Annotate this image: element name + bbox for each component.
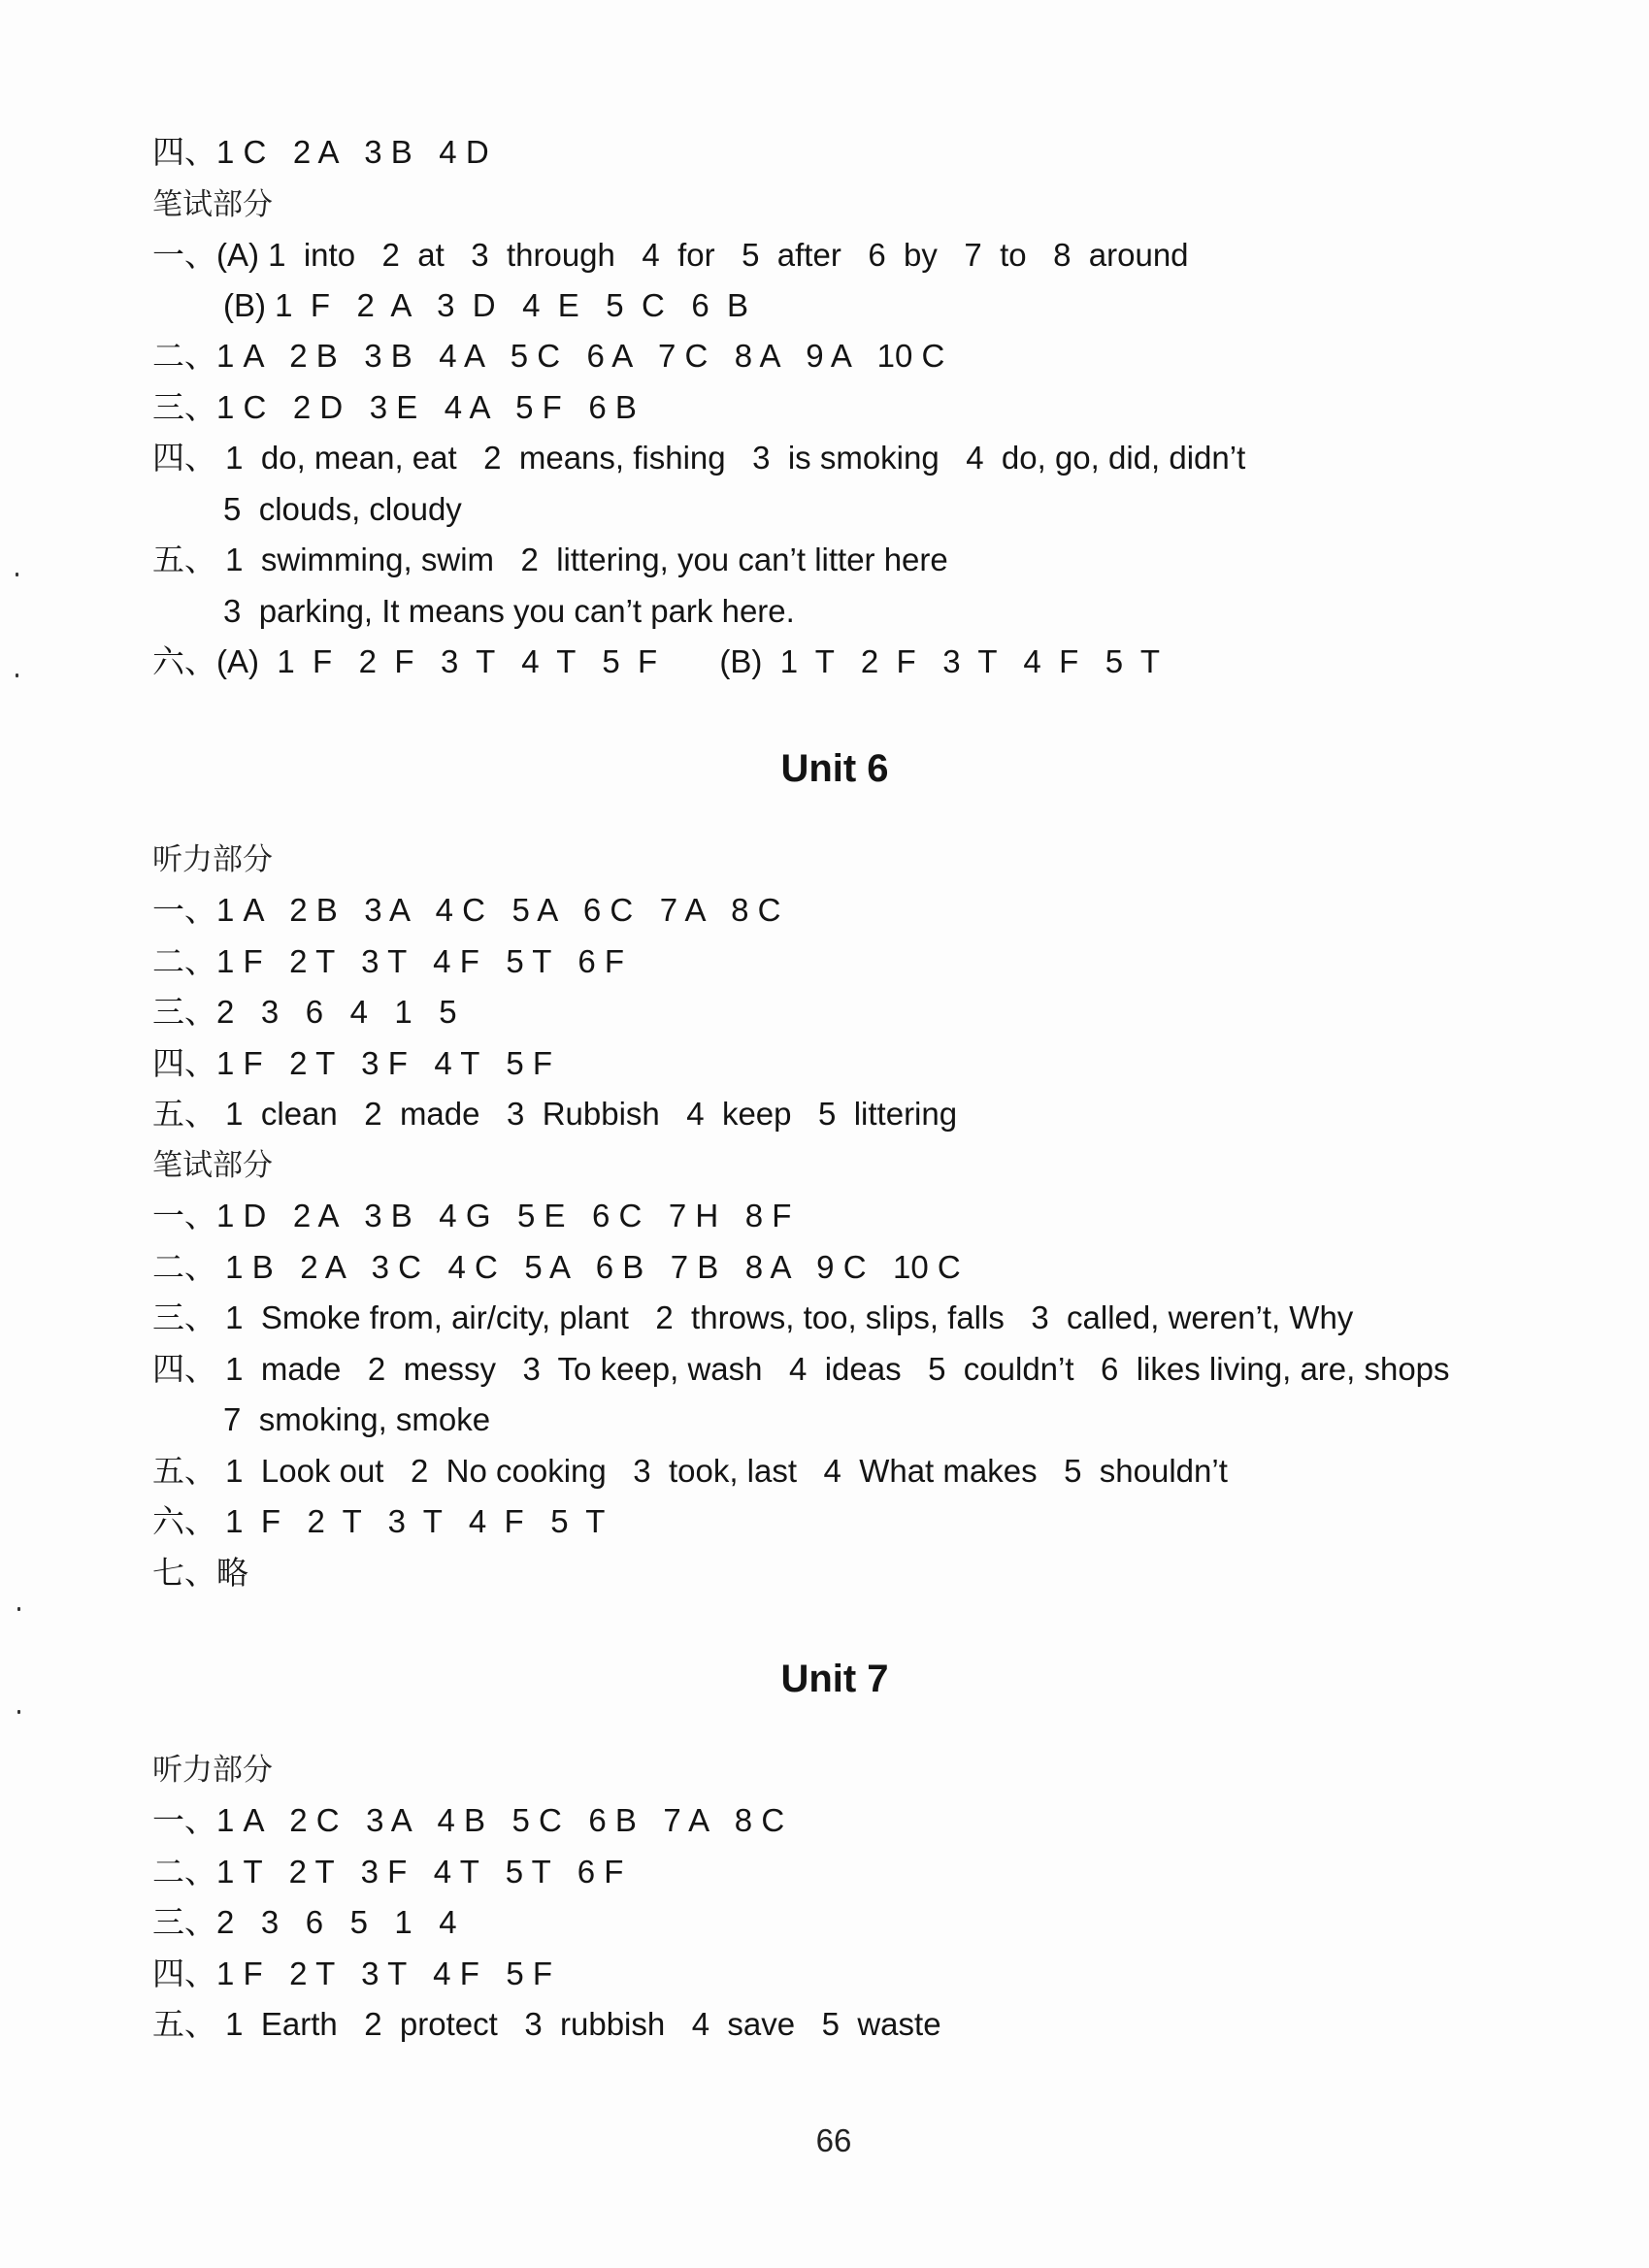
answer-line: 7 smoking, smoke [223,1401,491,1437]
scan-speck [16,573,18,576]
answer-line: 一、1 A 2 B 3 A 4 C 5 A 6 C 7 A 8 C [152,892,781,928]
section-label-listening: 听力部分 [152,842,273,877]
answer-line: 四、1 C 2 A 3 B 4 D [152,134,489,170]
answer-line: 二、1 A 2 B 3 B 4 A 5 C 6 A 7 C 8 A 9 A 10 C [152,338,945,374]
answer-line: 五、 1 Earth 2 protect 3 rubbish 4 save 5 waste [152,2006,941,2042]
answer-line: 四、 1 do, mean, eat 2 means, fishing 3 is smoking 4 do, go, did, didn’t [152,440,1246,476]
answer-line: 四、 1 made 2 messy 3 To keep, wash 4 ideas 5 couldn’t 6 likes living, are, shops [152,1351,1450,1387]
answer-line: 三、2 3 6 5 1 4 [152,1904,457,1940]
scan-speck [16,674,18,677]
section-label-listening: 听力部分 [152,1753,273,1788]
answer-line: 三、2 3 6 4 1 5 [152,994,457,1030]
answer-line: (B) 1 F 2 A 3 D 4 E 5 C 6 B [223,287,749,323]
answer-line: 二、 1 B 2 A 3 C 4 C 5 A 6 B 7 B 8 A 9 C 10 C [152,1249,961,1285]
answer-line: 3 parking, It means you can’t park here. [223,593,795,629]
scan-speck [17,1710,20,1714]
section-label-written: 笔试部分 [152,1148,273,1183]
page-number: 66 [815,2122,852,2158]
answer-line: 四、1 F 2 T 3 T 4 F 5 F [152,1956,553,1991]
answer-line: 七、略 [152,1555,248,1591]
answer-line: 五、 1 Look out 2 No cooking 3 took, last 4 What makes 5 shouldn’t [152,1453,1228,1489]
answer-line: 四、1 F 2 T 3 F 4 T 5 F [152,1045,553,1081]
answer-line: 一、1 D 2 A 3 B 4 G 5 E 6 C 7 H 8 F [152,1198,792,1233]
unit-title: Unit 6 [780,747,889,790]
answer-line: 三、1 C 2 D 3 E 4 A 5 F 6 B [152,389,637,425]
answer-line: 5 clouds, cloudy [223,491,462,527]
answer-line: 六、 1 F 2 T 3 T 4 F 5 T [152,1503,606,1539]
unit-title: Unit 7 [780,1658,889,1700]
answer-line: 一、1 A 2 C 3 A 4 B 5 C 6 B 7 A 8 C [152,1802,785,1838]
answer-line: 一、(A) 1 into 2 at 3 through 4 for 5 after 6 by 7 to 8 around [152,237,1189,273]
section-label-written: 笔试部分 [152,187,273,222]
answer-line: 三、 1 Smoke from, air/city, plant 2 throws, too, slips, falls 3 called, weren’t, Why [152,1299,1354,1335]
answer-line: 二、1 F 2 T 3 T 4 F 5 T 6 F [152,943,625,979]
answer-line: 六、(A) 1 F 2 F 3 T 4 T 5 F (B) 1 T 2 F 3 T 4 F 5 T [152,643,1160,679]
answer-line: 二、1 T 2 T 3 F 4 T 5 T 6 F [152,1854,624,1890]
answer-line: 五、 1 swimming, swim 2 littering, you can’t litter here [152,542,948,577]
answer-line: 五、 1 clean 2 made 3 Rubbish 4 keep 5 littering [152,1096,958,1132]
scan-speck [17,1607,20,1611]
